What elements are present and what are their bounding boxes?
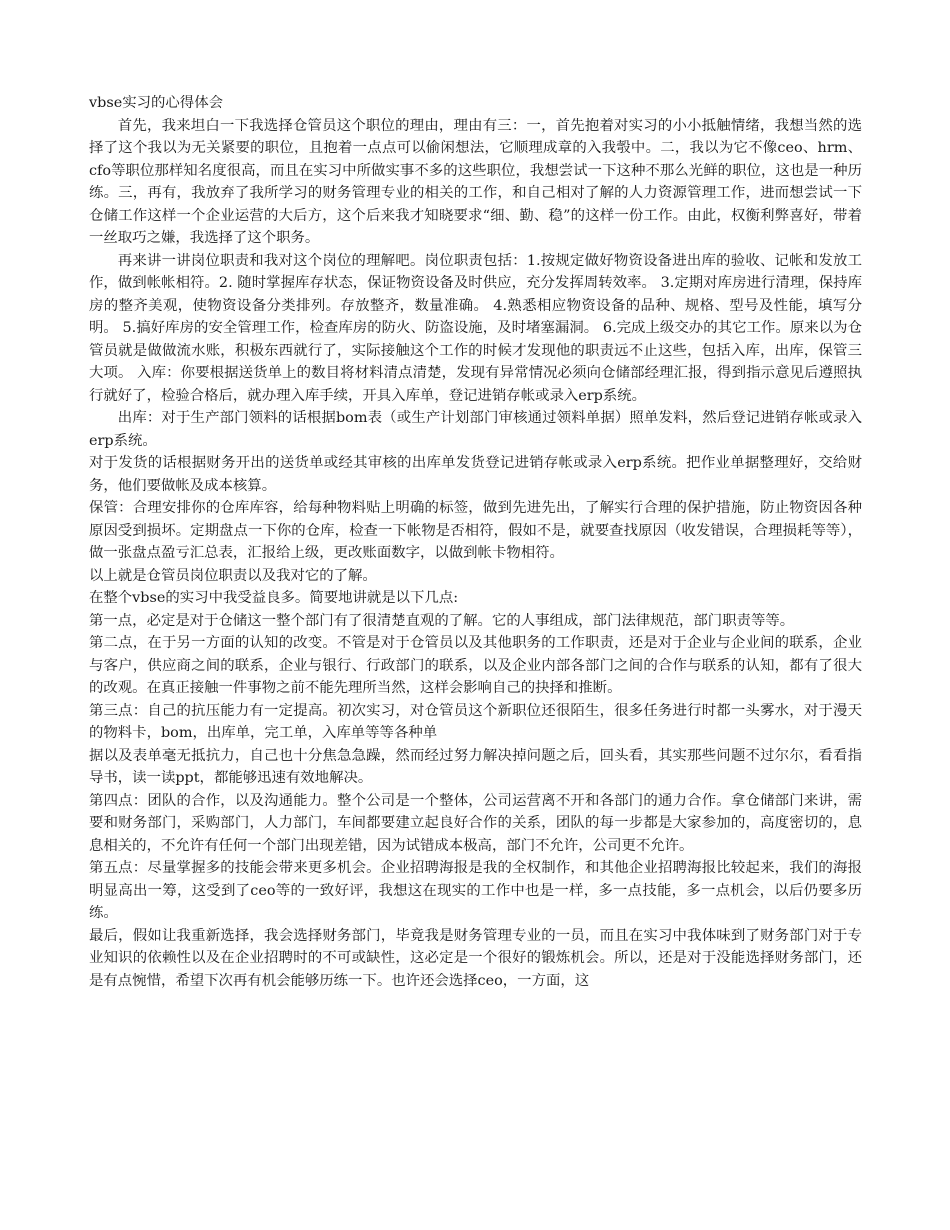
body-paragraph: 保管：合理安排你的仓库库容，给每种物料贴上明确的标签，做到先进先出，了解实行合理的保护措施，防止物资因各种原因受到损坏。定期盘点一下你的仓库，检查一下帐物是否相符，假如不是，就要查找原因（收发错误，合理损耗等等），做一张盘点盈亏汇总表，汇报给上级，更改账面数字，以做到帐卡物相符。 xyxy=(89,500,862,561)
body-paragraph: 第三点：自己的抗压能力有一定提高。初次实习，对仓管员这个新职位还很陌生，很多任务进行时都一头雾水，对于漫天的物料卡，bom，出库单，完工单，入库单等等各种单 xyxy=(89,702,862,741)
body-paragraph: 第一点，必定是对于仓储这一整个部门有了很清楚直观的了解。它的人事组成，部门法律规范，部门职责等等。 xyxy=(89,612,795,629)
document-title: vbse实习的心得体会 xyxy=(89,95,223,111)
body-paragraph: 再来讲一讲岗位职责和我对这个岗位的理解吧。岗位职责包括：1.按规定做好物资设备进出库的验收、记帐和发放工作，做到帐帐相符。2. 随时掌握库存状态，保证物资设备及时供应，充分发挥周转效率。 3.定期对库房进行清理，保持库房的整齐美观，使物资设备分类排列。存放整齐，数量准确。 4.熟悉相应物资设备的品种、规格、型号及性能，填写分明。 5.搞好库房的安全管理工作，检查库房的防火、防盗设施，及时堵塞漏洞。 6.完成上级交办的其它工作。原来以为仓管员就是做做流水账，积极东西就行了，实际接触这个工作的时候才发现他的职责远不止这些，包括入库，出库，保管三大项。 入库：你要根据送货单上的数目将材料清点清楚，发现有异常情况必须向仓储部经理汇报，得到指示意见后遵照执行就好了，检验合格后，就办理入库手续，开具入库单，登记进销存帐或录入erp系统。 xyxy=(89,252,862,404)
body-paragraph: 最后，假如让我重新选择，我会选择财务部门，毕竟我是财务管理专业的一员，而且在实习中我体味到了财务部门对于专业知识的依赖性以及在企业招聘时的不可或缺性，这必定是一个很好的锻炼机会。所以，还是对于没能选择财务部门，还是有点惋惜，希望下次再有机会能够历练一下。也许还会选择ceo，一方面，这 xyxy=(89,927,862,989)
body-paragraph: 在整个vbse的实习中我受益良多。简要地讲就是以下几点: xyxy=(89,590,459,606)
body-paragraph: 据以及表单毫无抵抗力，自己也十分焦急急躁，然而经过努力解决掉问题之后，回头看，其实那些问题不过尔尔，看看指导书，读一读ppt，都能够迅速有效地解决。 xyxy=(89,747,862,786)
body-paragraph: 第五点：尽量掌握多的技能会带来更多机会。企业招聘海报是我的全权制作，和其他企业招聘海报比较起来，我们的海报明显高出一筹，这受到了ceo等的一致好评，我想这在现实的工作中也是一样，多一点技能，多一点机会，以后仍要多历练。 xyxy=(89,860,862,921)
document-body xyxy=(89,115,862,993)
body-paragraph: 第四点：团队的合作，以及沟通能力。整个公司是一个整体，公司运营离不开和各部门的通力合作。拿仓储部门来讲，需要和财务部门，采购部门，人力部门，车间都要建立起良好合作的关系，团队的每一步都是大家参加的，高度密切的，息息相关的，不允许有任何一个部门出现差错，因为试错成本极高，部门不允许，公司更不允许。 xyxy=(89,792,862,854)
body-paragraph: 首先，我来坦白一下我选择仓管员这个职位的理由，理由有三：一，首先抱着对实习的小小抵触情绪，我想当然的选择了这个我以为无关紧要的职位，且抱着一点点可以偷闲想法，它顺理成章的入我彀中。二，我以为它不像ceo、hrm、cfo等职位那样知名度很高，而且在实习中所做实事不多的这些职位，我想尝试一下这种不那么光鲜的职位，这也是一种历练。三，再有，我放弃了我所学习的财务管理专业的相关的工作，和自己相对了解的人力资源管理工作，进而想尝试一下仓储工作这样一个企业运营的大后方，这个后来我才知晓要求“细、勤、稳”的这样一份工作。由此，权衡利弊喜好，带着一丝取巧之嫌，我选择了这个职务。 xyxy=(89,117,862,246)
body-paragraph: 以上就是仓管员岗位职责以及我对它的了解。 xyxy=(89,567,377,584)
body-paragraph: 第二点，在于另一方面的认知的改变。不管是对于仓管员以及其他职务的工作职责，还是对于企业与企业间的联系，企业与客户，供应商之间的联系，企业与银行、行政部门的联系，以及企业内部各部门之间的合作与联系的认知，都有了很大的改观。在真正接触一件事物之前不能先理所当然，这样会影响自己的抉择和推断。 xyxy=(89,635,862,696)
body-paragraph: 对于发货的话根据财务开出的送货单或经其审核的出库单发货登记进销存帐或录入erp系统。把作业单据整理好，交给财务，他们要做帐及成本核算。 xyxy=(89,455,862,494)
body-paragraph: 出库：对于生产部门领料的话根据bom表（或生产计划部门审核通过领料单据）照单发料，然后登记进销存帐或录入erp系统。 xyxy=(89,410,862,449)
